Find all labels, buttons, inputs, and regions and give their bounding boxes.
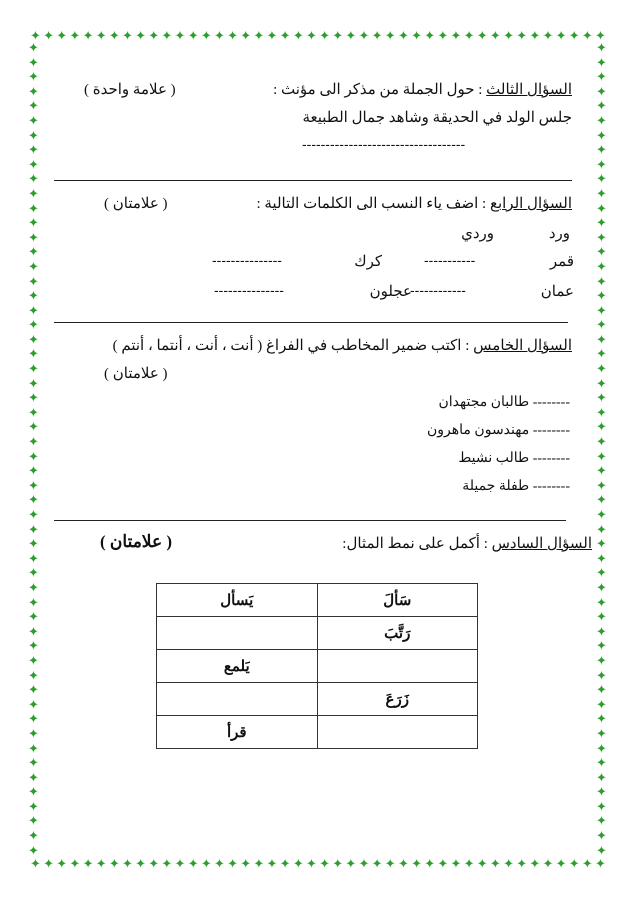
q4-blank[interactable]: ----------- bbox=[424, 252, 476, 268]
border-leaf-icon: ✦ bbox=[187, 29, 199, 44]
page-border-bottom bbox=[30, 858, 606, 871]
q5-item bbox=[458, 450, 570, 467]
border-leaf-icon: ✦ bbox=[305, 29, 317, 44]
page-border-right bbox=[596, 42, 607, 858]
q6-heading bbox=[342, 534, 592, 553]
border-leaf-icon: ✦ bbox=[135, 857, 147, 872]
border-leaf-icon: ✦ bbox=[28, 347, 39, 363]
border-leaf-icon: ✦ bbox=[213, 29, 225, 44]
border-leaf-icon: ✦ bbox=[345, 29, 357, 44]
border-leaf-icon: ✦ bbox=[161, 29, 173, 44]
border-leaf-icon: ✦ bbox=[437, 29, 449, 44]
border-leaf-icon: ✦ bbox=[28, 289, 39, 305]
border-leaf-icon: ✦ bbox=[397, 29, 409, 44]
border-leaf-icon: ✦ bbox=[596, 595, 607, 611]
border-leaf-icon: ✦ bbox=[489, 29, 501, 44]
border-leaf-icon: ✦ bbox=[161, 857, 173, 872]
q6-table bbox=[156, 583, 478, 749]
border-leaf-icon: ✦ bbox=[596, 289, 607, 305]
q4-text: : اضف ياء النسب الى الكلمات التالية : bbox=[256, 196, 490, 212]
border-leaf-icon: ✦ bbox=[581, 29, 593, 44]
border-leaf-icon: ✦ bbox=[82, 29, 94, 44]
border-leaf-icon: ✦ bbox=[28, 639, 39, 655]
border-leaf-icon: ✦ bbox=[568, 857, 580, 872]
border-leaf-icon: ✦ bbox=[596, 551, 607, 567]
border-leaf-icon: ✦ bbox=[596, 610, 607, 626]
q6-title: السؤال السادس bbox=[491, 536, 592, 552]
border-leaf-icon: ✦ bbox=[28, 624, 39, 640]
border-leaf-icon: ✦ bbox=[28, 186, 39, 202]
border-leaf-icon: ✦ bbox=[30, 29, 41, 44]
table-row bbox=[157, 617, 478, 650]
border-leaf-icon: ✦ bbox=[596, 493, 607, 509]
border-leaf-icon: ✦ bbox=[28, 610, 39, 626]
border-leaf-icon: ✦ bbox=[596, 697, 607, 713]
q4-word: ورد bbox=[548, 226, 570, 242]
border-leaf-icon: ✦ bbox=[43, 29, 55, 44]
border-leaf-icon: ✦ bbox=[596, 259, 607, 275]
border-leaf-icon: ✦ bbox=[596, 143, 607, 159]
border-leaf-icon: ✦ bbox=[596, 508, 607, 523]
border-leaf-icon: ✦ bbox=[437, 857, 449, 872]
border-leaf-icon: ✦ bbox=[463, 857, 475, 872]
border-leaf-icon: ✦ bbox=[279, 857, 291, 872]
border-leaf-icon: ✦ bbox=[28, 697, 39, 713]
divider bbox=[54, 520, 566, 521]
border-leaf-icon: ✦ bbox=[596, 770, 607, 786]
border-leaf-icon: ✦ bbox=[28, 230, 39, 246]
border-leaf-icon: ✦ bbox=[28, 770, 39, 786]
border-leaf-icon: ✦ bbox=[28, 726, 39, 742]
border-leaf-icon: ✦ bbox=[148, 857, 160, 872]
border-leaf-icon: ✦ bbox=[581, 857, 593, 872]
q4-title: السؤال الرابع bbox=[489, 196, 572, 212]
border-leaf-icon: ✦ bbox=[148, 29, 160, 44]
border-leaf-icon: ✦ bbox=[69, 857, 81, 872]
border-leaf-icon: ✦ bbox=[411, 857, 422, 872]
border-leaf-icon: ✦ bbox=[596, 653, 607, 669]
border-leaf-icon: ✦ bbox=[279, 29, 291, 44]
border-leaf-icon: ✦ bbox=[28, 449, 39, 465]
border-leaf-icon: ✦ bbox=[28, 245, 39, 261]
q5-item-text: طفلة جميلة bbox=[462, 479, 530, 494]
border-leaf-icon: ✦ bbox=[28, 128, 39, 144]
border-leaf-icon: ✦ bbox=[596, 347, 607, 363]
table-cell-past[interactable] bbox=[317, 650, 478, 683]
table-row bbox=[157, 584, 478, 617]
border-leaf-icon: ✦ bbox=[596, 785, 607, 801]
q5-item-text: مهندسون ماهرون bbox=[427, 423, 530, 438]
border-leaf-icon: ✦ bbox=[28, 157, 39, 173]
table-cell-past[interactable] bbox=[317, 716, 478, 749]
q6-text: : أكمل على نمط المثال: bbox=[342, 536, 492, 552]
border-leaf-icon: ✦ bbox=[28, 537, 39, 553]
border-leaf-icon: ✦ bbox=[213, 857, 225, 872]
border-leaf-icon: ✦ bbox=[28, 216, 39, 232]
q3-answer-line[interactable]: ----------------------------------- bbox=[302, 136, 466, 152]
border-leaf-icon: ✦ bbox=[384, 29, 396, 44]
border-leaf-icon: ✦ bbox=[503, 857, 514, 872]
border-leaf-icon: ✦ bbox=[200, 29, 212, 44]
border-leaf-icon: ✦ bbox=[28, 843, 39, 859]
border-leaf-icon: ✦ bbox=[28, 464, 39, 480]
border-leaf-icon: ✦ bbox=[28, 55, 39, 71]
q5-title: السؤال الخامس bbox=[473, 338, 572, 354]
border-leaf-icon: ✦ bbox=[596, 639, 607, 655]
border-leaf-icon: ✦ bbox=[596, 303, 607, 319]
q5-blank[interactable]: -------- bbox=[532, 479, 570, 494]
divider bbox=[54, 180, 572, 181]
border-leaf-icon: ✦ bbox=[240, 29, 252, 44]
border-leaf-icon: ✦ bbox=[371, 29, 383, 44]
border-leaf-icon: ✦ bbox=[121, 29, 133, 44]
border-leaf-icon: ✦ bbox=[28, 508, 39, 523]
border-leaf-icon: ✦ bbox=[596, 741, 607, 757]
border-leaf-icon: ✦ bbox=[596, 274, 607, 290]
border-leaf-icon: ✦ bbox=[596, 113, 607, 129]
border-leaf-icon: ✦ bbox=[28, 70, 39, 86]
border-leaf-icon: ✦ bbox=[596, 522, 607, 538]
border-leaf-icon: ✦ bbox=[305, 857, 317, 872]
border-leaf-icon: ✦ bbox=[555, 857, 567, 872]
border-leaf-icon: ✦ bbox=[595, 29, 606, 44]
border-leaf-icon: ✦ bbox=[28, 756, 39, 772]
q5-text: : اكتب ضمير المخاطب في الفراغ ( أنت ، أنت ، أنتما ، أنتم ) bbox=[112, 338, 474, 354]
q4-word: قمر bbox=[549, 254, 574, 270]
table-cell-present: قرأ bbox=[157, 716, 318, 749]
q5-blank[interactable]: -------- bbox=[532, 451, 570, 466]
border-leaf-icon: ✦ bbox=[28, 493, 39, 509]
q5-heading bbox=[113, 336, 572, 355]
border-leaf-icon: ✦ bbox=[28, 41, 39, 56]
border-leaf-icon: ✦ bbox=[476, 857, 488, 872]
table-row bbox=[157, 650, 478, 683]
border-leaf-icon: ✦ bbox=[28, 274, 39, 290]
q5-blank[interactable]: -------- bbox=[532, 423, 570, 438]
border-leaf-icon: ✦ bbox=[596, 84, 607, 100]
border-leaf-icon: ✦ bbox=[253, 29, 265, 44]
border-leaf-icon: ✦ bbox=[292, 857, 304, 872]
border-leaf-icon: ✦ bbox=[28, 522, 39, 538]
border-leaf-icon: ✦ bbox=[332, 29, 344, 44]
border-leaf-icon: ✦ bbox=[596, 624, 607, 640]
border-leaf-icon: ✦ bbox=[28, 420, 39, 436]
border-leaf-icon: ✦ bbox=[28, 566, 39, 582]
border-leaf-icon: ✦ bbox=[43, 857, 55, 872]
border-leaf-icon: ✦ bbox=[227, 29, 239, 44]
border-leaf-icon: ✦ bbox=[56, 29, 68, 44]
border-leaf-icon: ✦ bbox=[397, 857, 409, 872]
border-leaf-icon: ✦ bbox=[187, 857, 199, 872]
page-border-top bbox=[30, 30, 606, 43]
border-leaf-icon: ✦ bbox=[108, 857, 120, 872]
table-row bbox=[157, 683, 478, 716]
border-leaf-icon: ✦ bbox=[411, 29, 422, 44]
border-leaf-icon: ✦ bbox=[28, 814, 39, 830]
q6-marks: ( علامتان ) bbox=[100, 532, 173, 551]
border-leaf-icon: ✦ bbox=[28, 668, 39, 684]
border-leaf-icon: ✦ bbox=[596, 376, 607, 392]
border-leaf-icon: ✦ bbox=[596, 726, 607, 742]
border-leaf-icon: ✦ bbox=[28, 595, 39, 611]
q5-item bbox=[462, 478, 570, 495]
border-leaf-icon: ✦ bbox=[332, 857, 344, 872]
border-leaf-icon: ✦ bbox=[596, 478, 607, 494]
border-leaf-icon: ✦ bbox=[384, 857, 396, 872]
border-leaf-icon: ✦ bbox=[596, 391, 607, 407]
border-leaf-icon: ✦ bbox=[596, 55, 607, 71]
border-leaf-icon: ✦ bbox=[529, 29, 541, 44]
border-leaf-icon: ✦ bbox=[516, 29, 528, 44]
q3-heading bbox=[273, 80, 572, 99]
border-leaf-icon: ✦ bbox=[424, 29, 436, 44]
border-leaf-icon: ✦ bbox=[596, 362, 607, 378]
border-leaf-icon: ✦ bbox=[28, 99, 39, 115]
border-leaf-icon: ✦ bbox=[121, 857, 133, 872]
border-leaf-icon: ✦ bbox=[424, 857, 436, 872]
border-leaf-icon: ✦ bbox=[596, 435, 607, 451]
border-leaf-icon: ✦ bbox=[28, 405, 39, 421]
q4-marks: ( علامتان ) bbox=[104, 196, 168, 212]
table-cell-present: يَلمع bbox=[157, 650, 318, 683]
border-leaf-icon: ✦ bbox=[319, 857, 330, 872]
border-leaf-icon: ✦ bbox=[596, 99, 607, 115]
border-leaf-icon: ✦ bbox=[596, 41, 607, 56]
table-cell-present[interactable] bbox=[157, 683, 318, 716]
table-cell-present[interactable] bbox=[157, 617, 318, 650]
border-leaf-icon: ✦ bbox=[28, 318, 39, 334]
border-leaf-icon: ✦ bbox=[358, 29, 370, 44]
border-leaf-icon: ✦ bbox=[450, 29, 462, 44]
border-leaf-icon: ✦ bbox=[596, 756, 607, 772]
border-leaf-icon: ✦ bbox=[596, 799, 607, 815]
border-leaf-icon: ✦ bbox=[28, 143, 39, 159]
border-leaf-icon: ✦ bbox=[529, 857, 541, 872]
q5-blank[interactable]: -------- bbox=[532, 395, 570, 410]
border-leaf-icon: ✦ bbox=[266, 857, 278, 872]
q4-word: عمان bbox=[540, 284, 574, 300]
border-leaf-icon: ✦ bbox=[596, 449, 607, 465]
q4-word: عجلون bbox=[369, 284, 412, 300]
divider bbox=[54, 322, 568, 323]
q3-marks: ( علامة واحدة ) bbox=[84, 82, 176, 98]
border-leaf-icon: ✦ bbox=[503, 29, 514, 44]
border-leaf-icon: ✦ bbox=[227, 857, 239, 872]
border-leaf-icon: ✦ bbox=[595, 857, 606, 872]
border-leaf-icon: ✦ bbox=[28, 201, 39, 217]
border-leaf-icon: ✦ bbox=[69, 29, 81, 44]
border-leaf-icon: ✦ bbox=[28, 362, 39, 378]
border-leaf-icon: ✦ bbox=[489, 857, 501, 872]
border-leaf-icon: ✦ bbox=[596, 712, 607, 728]
border-leaf-icon: ✦ bbox=[596, 843, 607, 859]
q3-text: : حول الجملة من مذكر الى مؤنث : bbox=[273, 82, 487, 98]
border-leaf-icon: ✦ bbox=[596, 128, 607, 144]
page-border-left bbox=[28, 42, 39, 858]
border-leaf-icon: ✦ bbox=[596, 814, 607, 830]
border-leaf-icon: ✦ bbox=[596, 683, 607, 699]
border-leaf-icon: ✦ bbox=[28, 683, 39, 699]
border-leaf-icon: ✦ bbox=[82, 857, 94, 872]
border-leaf-icon: ✦ bbox=[596, 566, 607, 582]
border-leaf-icon: ✦ bbox=[596, 420, 607, 436]
table-cell-past: سَألَ bbox=[317, 584, 478, 617]
q4-blank[interactable]: ------------ bbox=[410, 282, 466, 298]
border-leaf-icon: ✦ bbox=[555, 29, 567, 44]
border-leaf-icon: ✦ bbox=[108, 29, 120, 44]
border-leaf-icon: ✦ bbox=[28, 172, 39, 188]
border-leaf-icon: ✦ bbox=[596, 332, 607, 348]
border-leaf-icon: ✦ bbox=[174, 29, 186, 44]
border-leaf-icon: ✦ bbox=[596, 157, 607, 173]
border-leaf-icon: ✦ bbox=[463, 29, 475, 44]
border-leaf-icon: ✦ bbox=[28, 785, 39, 801]
border-leaf-icon: ✦ bbox=[542, 29, 554, 44]
border-leaf-icon: ✦ bbox=[95, 29, 107, 44]
border-leaf-icon: ✦ bbox=[596, 216, 607, 232]
border-leaf-icon: ✦ bbox=[596, 70, 607, 86]
border-leaf-icon: ✦ bbox=[28, 551, 39, 567]
border-leaf-icon: ✦ bbox=[28, 741, 39, 757]
border-leaf-icon: ✦ bbox=[292, 29, 304, 44]
border-leaf-icon: ✦ bbox=[516, 857, 528, 872]
border-leaf-icon: ✦ bbox=[596, 537, 607, 553]
border-leaf-icon: ✦ bbox=[28, 712, 39, 728]
border-leaf-icon: ✦ bbox=[358, 857, 370, 872]
table-row bbox=[157, 716, 478, 749]
border-leaf-icon: ✦ bbox=[30, 857, 41, 872]
q3-title: السؤال الثالث bbox=[486, 82, 572, 98]
border-leaf-icon: ✦ bbox=[596, 186, 607, 202]
border-leaf-icon: ✦ bbox=[266, 29, 278, 44]
border-leaf-icon: ✦ bbox=[371, 857, 383, 872]
border-leaf-icon: ✦ bbox=[28, 435, 39, 451]
border-leaf-icon: ✦ bbox=[542, 857, 554, 872]
border-leaf-icon: ✦ bbox=[135, 29, 147, 44]
q3-sentence: جلس الولد في الحديقة وشاهد جمال الطبيعة bbox=[302, 110, 572, 126]
q5-item bbox=[427, 422, 570, 439]
border-leaf-icon: ✦ bbox=[28, 829, 39, 845]
q5-item-text: طالب نشيط bbox=[458, 451, 530, 466]
border-leaf-icon: ✦ bbox=[28, 391, 39, 407]
border-leaf-icon: ✦ bbox=[596, 245, 607, 261]
border-leaf-icon: ✦ bbox=[596, 464, 607, 480]
border-leaf-icon: ✦ bbox=[450, 857, 462, 872]
q5-marks: ( علامتان ) bbox=[104, 366, 168, 382]
border-leaf-icon: ✦ bbox=[174, 857, 186, 872]
border-leaf-icon: ✦ bbox=[596, 201, 607, 217]
q4-heading bbox=[256, 194, 572, 213]
border-leaf-icon: ✦ bbox=[568, 29, 580, 44]
border-leaf-icon: ✦ bbox=[476, 29, 488, 44]
table-cell-past: رَتَّبَ bbox=[317, 617, 478, 650]
border-leaf-icon: ✦ bbox=[28, 259, 39, 275]
border-leaf-icon: ✦ bbox=[28, 799, 39, 815]
border-leaf-icon: ✦ bbox=[240, 857, 252, 872]
border-leaf-icon: ✦ bbox=[596, 318, 607, 334]
border-leaf-icon: ✦ bbox=[596, 668, 607, 684]
q4-blank[interactable]: --------------- bbox=[214, 282, 284, 298]
border-leaf-icon: ✦ bbox=[28, 332, 39, 348]
border-leaf-icon: ✦ bbox=[345, 857, 357, 872]
border-leaf-icon: ✦ bbox=[596, 829, 607, 845]
border-leaf-icon: ✦ bbox=[319, 29, 330, 44]
q4-example-answer: وردي bbox=[461, 226, 494, 242]
table-cell-present: يَسأل bbox=[157, 584, 318, 617]
border-leaf-icon: ✦ bbox=[28, 478, 39, 494]
border-leaf-icon: ✦ bbox=[28, 580, 39, 596]
border-leaf-icon: ✦ bbox=[253, 857, 265, 872]
border-leaf-icon: ✦ bbox=[28, 376, 39, 392]
q5-item-text: طالبان مجتهدان bbox=[438, 395, 530, 410]
border-leaf-icon: ✦ bbox=[28, 303, 39, 319]
border-leaf-icon: ✦ bbox=[28, 84, 39, 100]
border-leaf-icon: ✦ bbox=[56, 857, 68, 872]
table-cell-past: زَرَعَ bbox=[317, 683, 478, 716]
q4-word: كرك bbox=[354, 254, 382, 270]
border-leaf-icon: ✦ bbox=[28, 113, 39, 129]
border-leaf-icon: ✦ bbox=[596, 172, 607, 188]
border-leaf-icon: ✦ bbox=[200, 857, 212, 872]
q4-blank[interactable]: --------------- bbox=[212, 252, 282, 268]
border-leaf-icon: ✦ bbox=[95, 857, 107, 872]
border-leaf-icon: ✦ bbox=[596, 230, 607, 246]
q5-item bbox=[439, 394, 570, 411]
border-leaf-icon: ✦ bbox=[596, 580, 607, 596]
border-leaf-icon: ✦ bbox=[28, 653, 39, 669]
border-leaf-icon: ✦ bbox=[596, 405, 607, 421]
